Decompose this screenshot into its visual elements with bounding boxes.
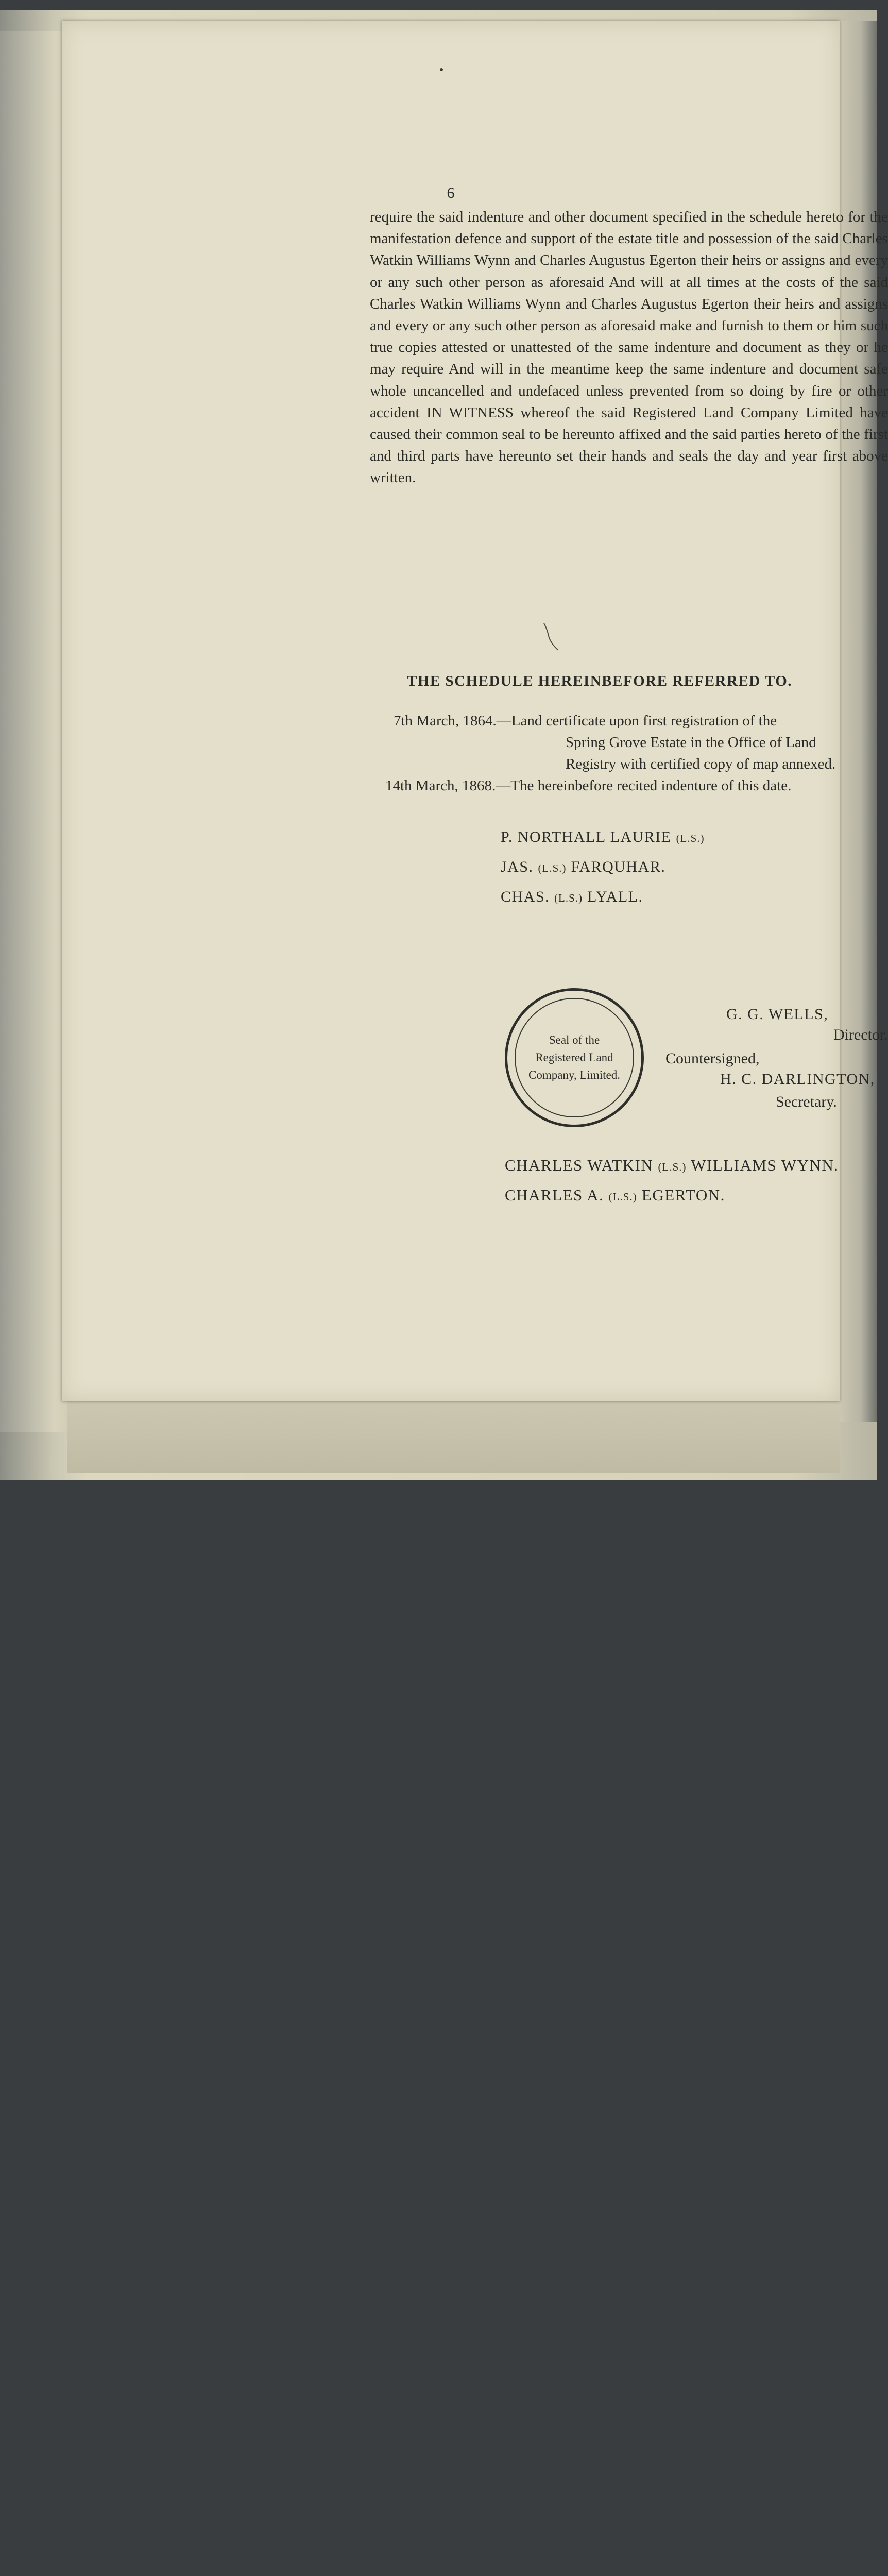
party-wynn [505,1156,839,1175]
seal-text-line-2: Registered Land [535,1051,613,1064]
seal-mark: (L.S.) [658,1161,687,1173]
seal-mark: (L.S.) [608,1191,637,1203]
schedule-entry-2: 14th March, 1868.—The hereinbefore recited indenture of this date. [385,777,792,794]
party-name-first: CHARLES A. [505,1186,604,1204]
signatory-name-first: CHAS. [501,888,550,905]
signatory-name-last: LYALL. [587,888,643,905]
seal-mark: (L.S.) [676,832,705,844]
company-seal-inner-ring [515,998,634,1117]
director-title: Director. [833,1026,888,1043]
party-egerton [505,1186,725,1205]
seal-mark: (L.S.) [538,862,567,874]
signatory-name-last: FARQUHAR. [571,858,666,875]
lower-page-strip [67,1401,840,1473]
party-name-first: CHARLES WATKIN [505,1156,654,1174]
countersigned-label: Countersigned, [665,1050,760,1067]
company-seal [505,988,644,1127]
schedule-entry-1-line-1: 7th March, 1864.—Land certificate upon first registration of the [394,713,777,729]
document-page [62,21,888,1401]
schedule-heading: THE SCHEDULE HEREINBEFORE REFERRED TO. [407,673,793,689]
schedule-entry-1-line-2: Spring Grove Estate in the Office of Land [566,734,816,751]
schedule-entry-1-line-3: Registry with certified copy of map annexed. [566,756,836,772]
signatory-name: P. NORTHALL LAURIE [501,828,672,845]
signatory-laurie [501,828,705,846]
seal-text-line-3: Company, Limited. [528,1069,620,1081]
director-name: G. G. WELLS, [726,1006,829,1023]
signatory-farquhar [501,858,665,876]
pencil-tick-mark [542,621,562,652]
party-name-last: WILLIAMS WYNN. [691,1156,839,1174]
secretary-title: Secretary. [776,1093,837,1110]
signatory-name-first: JAS. [501,858,534,875]
signatory-lyall [501,888,643,906]
seal-mark: (L.S.) [554,892,583,904]
seal-text-line-1: Seal of the [549,1033,600,1046]
ink-speck [440,68,443,71]
page-number: 6 [447,184,455,201]
party-name-last: EGERTON. [641,1186,725,1204]
indenture-paragraph: require the said indenture and other document specified in the schedule hereto for the manifestation defence and support of the estate title and possession of the said Charles Watkin Williams Wynn and Charles Augustus Egerton their heirs or assigns and every or any such other person as aforesaid And will at all times at the costs of the said Charles Watkin Williams Wynn and Charles Augustus Egerton their heirs and assigns and every or any such other person as aforesaid make and furnish to them or him such true copies attested or unattested of the same indenture and document as they or he may require And will in the meantime keep the same indenture and document safe whole uncancelled and undefaced unless prevented from so doing by fire or other accident IN WITNESS whereof the said Registered Land Company Limited have caused their common seal to be hereunto affixed and the said parties hereto of the first and third parts have hereunto set their hands and seals the day and year first above written. [370,209,888,486]
secretary-name: H. C. DARLINGTON, [720,1071,875,1088]
